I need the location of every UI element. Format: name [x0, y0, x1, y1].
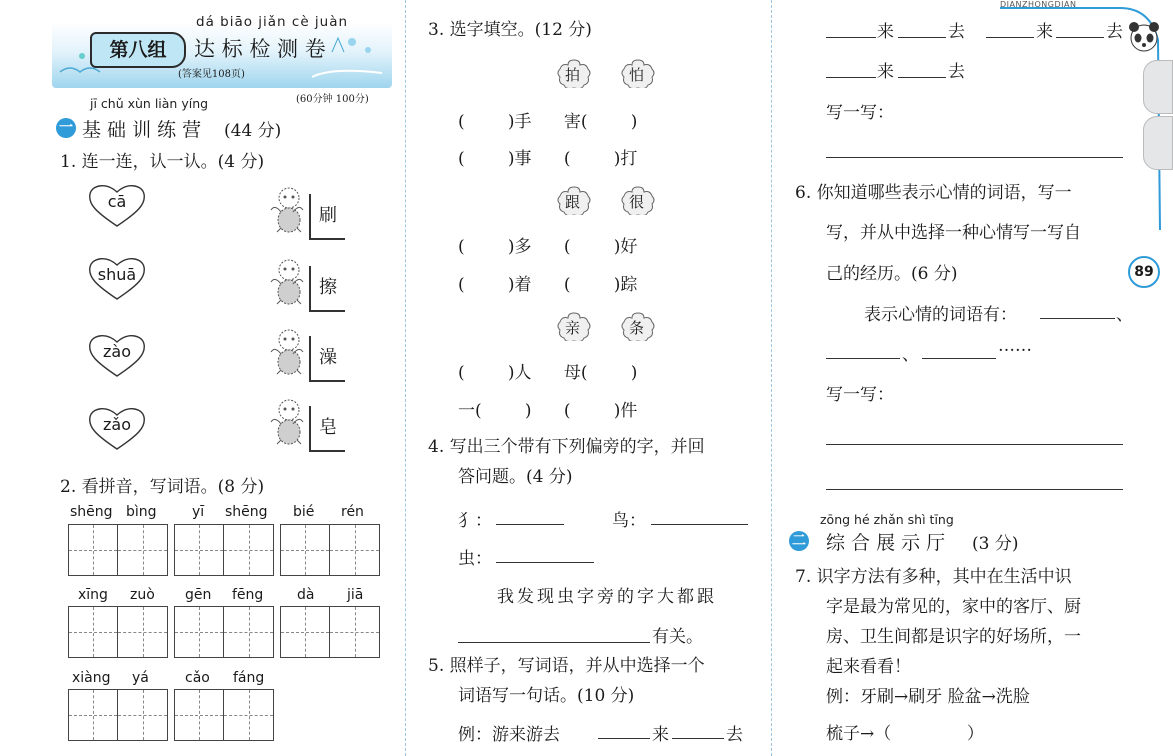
pinyin-label: shēng: [70, 504, 113, 520]
tian-grid[interactable]: [68, 524, 168, 576]
pinyin-label: zuò: [130, 587, 155, 603]
answer-line[interactable]: [898, 59, 946, 78]
word-lai: 来: [877, 62, 894, 82]
fill-line[interactable]: ( )事 ( )打: [458, 149, 638, 169]
pinyin-label: rén: [341, 504, 364, 520]
q4-title-line2: 答问题。(4 分): [458, 467, 573, 487]
pinyin-label: yá: [132, 670, 149, 686]
char-box: 澡: [309, 336, 345, 382]
word-lai: 来: [652, 725, 669, 745]
monkey-icon: [265, 186, 309, 238]
tian-grid[interactable]: [68, 606, 168, 658]
page-title: 达 标 检 测 卷: [194, 37, 326, 61]
q7-line1: 7. 识字方法有多种，其中在生活中识: [795, 567, 1072, 587]
page-number: 89: [1128, 256, 1160, 288]
q7-line4: 起来看看！: [826, 657, 911, 677]
answer-line[interactable]: [826, 19, 876, 38]
heart-item[interactable]: [86, 182, 148, 230]
section1-title: 基 础 训 练 营: [82, 119, 202, 141]
monkey-icon: [265, 328, 309, 380]
time-score: (60分钟 100分): [296, 94, 369, 105]
heart-pinyin: zǎo: [103, 415, 131, 434]
tian-grid[interactable]: [68, 689, 168, 741]
heart-pinyin: cā: [107, 192, 127, 211]
tian-grid[interactable]: [280, 606, 380, 658]
char-box: 皂: [309, 406, 345, 452]
heart-pinyin: zào: [103, 342, 131, 361]
writing-line[interactable]: [826, 471, 1123, 490]
answer-line[interactable]: [826, 59, 876, 78]
write-label: 写一写：: [826, 103, 894, 123]
q6-title-line2: 写，并从中选择一种心情写一写自: [826, 223, 1081, 243]
q4-finding: 我发现虫字旁的字大都跟: [497, 587, 717, 607]
ellipsis: ……: [998, 336, 1032, 356]
q7-example: 例：牙刷→刷牙 脸盆→洗脸: [826, 687, 1030, 707]
answer-line[interactable]: [496, 506, 564, 525]
pinyin-label: fáng: [233, 670, 265, 686]
option-char: 怕: [629, 66, 645, 84]
answer-line[interactable]: [898, 19, 946, 38]
pinyin-label: jiā: [347, 587, 364, 603]
heart-item[interactable]: [86, 255, 148, 303]
q6-prompt: 表示心情的词语有：: [864, 305, 1017, 325]
tian-grid[interactable]: [174, 524, 274, 576]
heart-pinyin: shuā: [97, 265, 137, 284]
pinyin-label: xiàng: [72, 670, 111, 686]
group-tag: 第八组: [90, 32, 186, 68]
q7-line2: 字是最为常见的，家中的客厅、厨: [826, 597, 1081, 617]
answer-line[interactable]: [826, 340, 900, 359]
q7-answer-item[interactable]: 梳子→（ ）: [826, 724, 984, 744]
monkey-icon: [265, 398, 309, 450]
q2-title: 2. 看拼音，写词语。(8 分): [60, 477, 265, 497]
separator: 、: [1116, 305, 1133, 325]
q5-title-line2: 词语写一句话。(10 分): [458, 686, 635, 706]
word-lai: 来: [877, 22, 894, 42]
word-qu: 去: [948, 62, 965, 82]
answer-line[interactable]: [922, 340, 996, 359]
pinyin-label: cǎo: [185, 670, 210, 686]
answer-line[interactable]: [1040, 300, 1115, 319]
heart-item[interactable]: [86, 405, 148, 453]
section2-pinyin: zōng hé zhǎn shì tīng: [820, 512, 954, 527]
answer-line[interactable]: [598, 720, 650, 739]
pinyin-label: bìng: [126, 504, 157, 520]
option-char: 条: [629, 319, 645, 337]
fill-line[interactable]: ( )多 ( )好: [458, 237, 638, 257]
side-tab[interactable]: [1143, 60, 1173, 114]
word-qu: 去: [948, 22, 965, 42]
option-char: 跟: [565, 193, 581, 211]
panda-icon: [1124, 18, 1164, 58]
write-label: 写一写：: [826, 385, 894, 405]
fill-line[interactable]: 一( ) ( )件: [458, 401, 638, 421]
tian-grid[interactable]: [174, 689, 274, 741]
section1-badge: 一: [56, 118, 76, 138]
q5-example: 例：游来游去: [458, 725, 560, 745]
option-char: 拍: [565, 66, 581, 84]
heart-item[interactable]: [86, 332, 148, 380]
word-qu: 去: [726, 725, 743, 745]
section1-score: (44 分): [224, 121, 282, 141]
answer-line[interactable]: [651, 506, 748, 525]
section2-title: 综 合 展 示 厅: [826, 532, 946, 554]
word-lai: 来: [1036, 22, 1053, 42]
pinyin-label: shēng: [225, 504, 268, 520]
q4-finding-end: 有关。: [652, 627, 703, 647]
option-char: 亲: [565, 319, 581, 337]
q5-title-line1: 5. 照样子，写词语，并从中选择一个: [428, 656, 705, 676]
tian-grid[interactable]: [280, 524, 380, 576]
fill-line[interactable]: ( )人 母( ): [458, 363, 638, 383]
side-tab[interactable]: [1143, 116, 1173, 170]
pinyin-label: dà: [297, 587, 315, 603]
tian-grid[interactable]: [174, 606, 274, 658]
option-char: 很: [629, 193, 645, 211]
q1-title: 1. 连一连，认一认。(4 分): [60, 152, 265, 172]
radical-label: 鸟：: [612, 511, 646, 531]
pinyin-label: bié: [293, 504, 315, 520]
title-pinyin: dá biāo jiǎn cè juàn: [196, 14, 349, 30]
answer-line[interactable]: [458, 624, 650, 643]
answer-line[interactable]: [672, 720, 724, 739]
pinyin-label: yī: [192, 504, 205, 520]
answer-line[interactable]: [496, 544, 594, 563]
pinyin-label: fēng: [232, 587, 264, 603]
monkey-icon: [265, 258, 309, 310]
fill-line[interactable]: ( )着 ( )踪: [458, 275, 638, 295]
writing-line[interactable]: [826, 426, 1123, 445]
q6-title-line3: 己的经历。(6 分): [826, 264, 958, 284]
word-qu: 去: [1106, 22, 1123, 42]
char-box: 刷: [309, 194, 345, 240]
section2-score: (3 分): [972, 534, 1019, 554]
corner-label: DIANZHONGDIAN: [1000, 0, 1077, 9]
q6-title-line1: 6. 你知道哪些表示心情的词语，写一: [795, 183, 1072, 203]
section2-badge: 二: [789, 531, 809, 551]
radical-label: 犭：: [458, 511, 492, 531]
q4-title-line1: 4. 写出三个带有下列偏旁的字，并回: [428, 437, 705, 457]
answer-reference: (答案见108页): [178, 69, 245, 80]
pinyin-label: gēn: [185, 587, 212, 603]
char-box: 擦: [309, 266, 345, 312]
section1-pinyin: jī chǔ xùn liàn yíng: [90, 96, 209, 111]
q7-line3: 房、卫生间都是识字的好场所，一: [826, 627, 1081, 647]
column-divider-left: [405, 0, 406, 756]
q3-title: 3. 选字填空。(12 分): [428, 20, 592, 40]
column-divider-right: [771, 0, 772, 756]
pinyin-label: xīng: [78, 587, 108, 603]
separator: 、: [902, 345, 919, 365]
fill-line[interactable]: ( )手 害( ): [458, 112, 638, 132]
radical-label: 虫：: [458, 549, 492, 569]
